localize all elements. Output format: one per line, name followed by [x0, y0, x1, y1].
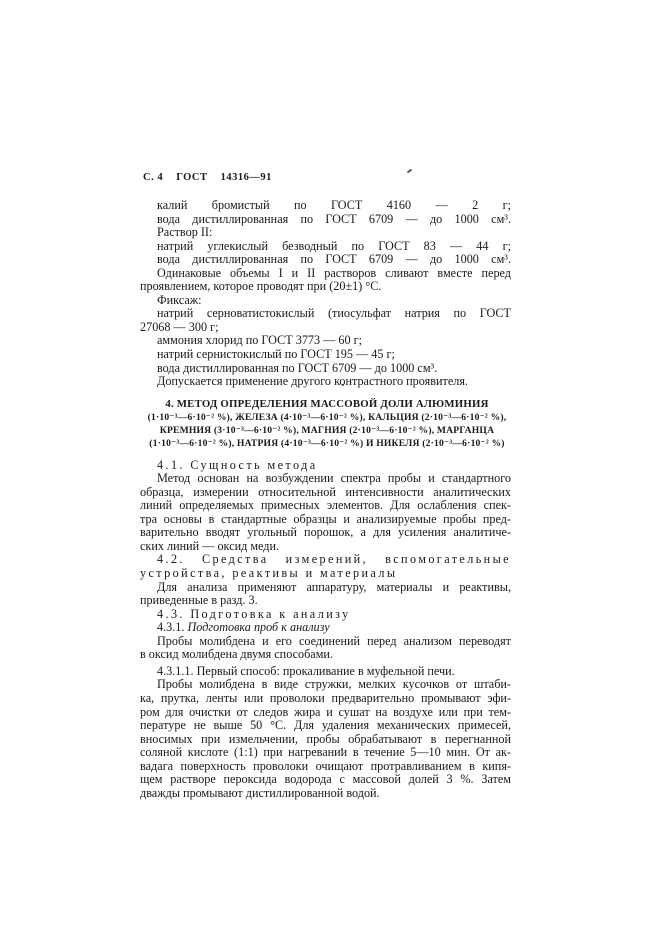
subsection-heading — [143, 621, 511, 635]
text-line: тра основы в стандартные образцы и анализируемые пробы пред- — [140, 511, 511, 526]
section-4-title-line: КРЕМНИЯ (3·10⁻³—6·10⁻² %), МАГНИЯ (2·10⁻³—6·10⁻² %), МАРГАНЦА — [159, 424, 495, 436]
spacer — [143, 389, 511, 398]
text-line: натрий серноватистокислый (тиосульфат натрия по ГОСТ — [157, 306, 511, 321]
text-line: Пробы молибдена в виде стружки, мелких кусочков от штаби- — [157, 677, 511, 692]
text-line: вода дистиллированная по ГОСТ 6709 — до 1000 см³. — [157, 360, 438, 375]
standard-label: ГОСТ — [176, 172, 208, 183]
section-4-title-line: (1·10⁻³—6·10⁻² %), НАТРИЯ (4·10⁻³—6·10⁻² %) И НИКЕЛЯ (2·10⁻³—6·10⁻² %) — [149, 437, 505, 449]
text-line: Раствор II: — [157, 225, 213, 240]
text-line: в оксид молибдена двумя способами. — [140, 647, 333, 662]
text-line: натрий углекислый безводный по ГОСТ 83 — 44 г; — [157, 238, 511, 253]
text-line: соляной кислоте (1:1) при нагревании в течение 5—10 мин. От ак- — [140, 745, 511, 760]
standard-number: 14316—91 — [220, 172, 272, 183]
subsection-heading: 4.2. Средства измерений, вспомогательные — [157, 552, 511, 567]
clause-title: Подготовка проб к анализу — [187, 620, 330, 635]
text-line: щем растворе пероксида водорода с массовой долей 3 %. Затем — [140, 772, 511, 787]
text-line: ка, прутка, ленты или проволоки предварительно промывают эфи- — [140, 690, 511, 705]
text-line: вносимых при измельчении, пробы обрабатывают в перегнанной — [140, 731, 511, 746]
text-line: Допускается применение другого контрастного проявителя. — [157, 374, 468, 389]
text-line: линий определяемых примесных элементов. Для ослабления спек- — [140, 498, 511, 513]
text-line: вода дистиллированная по ГОСТ 6709 — до 1000 см³. — [157, 211, 511, 226]
clause-number: 4.3.1. — [157, 620, 185, 635]
subsection-heading: устройства, реактивы и материалы — [140, 566, 398, 581]
text-line: приведенные в разд. 3. — [140, 593, 258, 608]
text-line: ских линий — оксид меди. — [140, 538, 280, 553]
text-line: проявлением, которое проводят при (20±1) °С. — [140, 279, 382, 294]
text-line: аммония хлорид по ГОСТ 3773 — 60 г; — [157, 333, 363, 348]
page-number: С. 4 — [143, 172, 164, 183]
text-line: калий бромистый по ГОСТ 4160 — 2 г; — [157, 198, 511, 212]
subsection-heading: 4.3. Подготовка к анализу — [157, 606, 351, 621]
text-line: образца, измерении относительной интенсивности аналитических — [140, 484, 511, 499]
text-line: Метод основан на возбуждении спектра пробы и стандартного — [157, 471, 511, 486]
text-line: дважды промывают дистиллированной водой. — [140, 785, 380, 800]
document-page — [140, 172, 511, 800]
text-line: Одинаковые объемы I и II растворов сливают вместе перед — [157, 265, 511, 280]
text-line: вода дистиллированная по ГОСТ 6709 — до 1000 см³. — [157, 252, 511, 267]
section-4-title-line: 4. МЕТОД ОПРЕДЕЛЕНИЯ МАССОВОЙ ДОЛИ АЛЮМИНИЯ — [165, 397, 489, 410]
text-line: 27068 — 300 г; — [140, 319, 219, 334]
text-line: вадага поверхность проволоки очищают протравливанием в кипя- — [140, 758, 511, 773]
text-line: Для анализа применяют аппаратуру, материалы и реактивы, — [157, 579, 511, 594]
text-line: варительно вводят угольный порошок, а для усиления аналитиче- — [140, 525, 511, 540]
text-line: натрий сернистокислый по ГОСТ 195 — 45 г; — [157, 347, 395, 362]
text-line: Фиксаж: — [157, 292, 202, 307]
section-4-title-line: (1·10⁻³—6·10⁻² %), ЖЕЛЕЗА (4·10⁻³—6·10⁻² %), КАЛЬЦИЯ (2·10⁻³—6·10⁻² %), — [147, 411, 507, 423]
document-body — [140, 198, 511, 800]
text-line: Пробы молибдена и его соединений перед анализом переводят — [157, 633, 511, 648]
clause-heading: 4.3.1.1. Первый способ: прокаливание в муфельной печи. — [157, 663, 455, 678]
text-line: ром для очистки от следов жира и сушат на воздухе или при тем- — [140, 704, 511, 719]
subsection-heading: 4.1. Сущность метода — [157, 457, 318, 472]
page-header — [143, 172, 511, 188]
text-line: пературе не выше 50 °С. Для удаления механических примесей, — [140, 718, 511, 733]
